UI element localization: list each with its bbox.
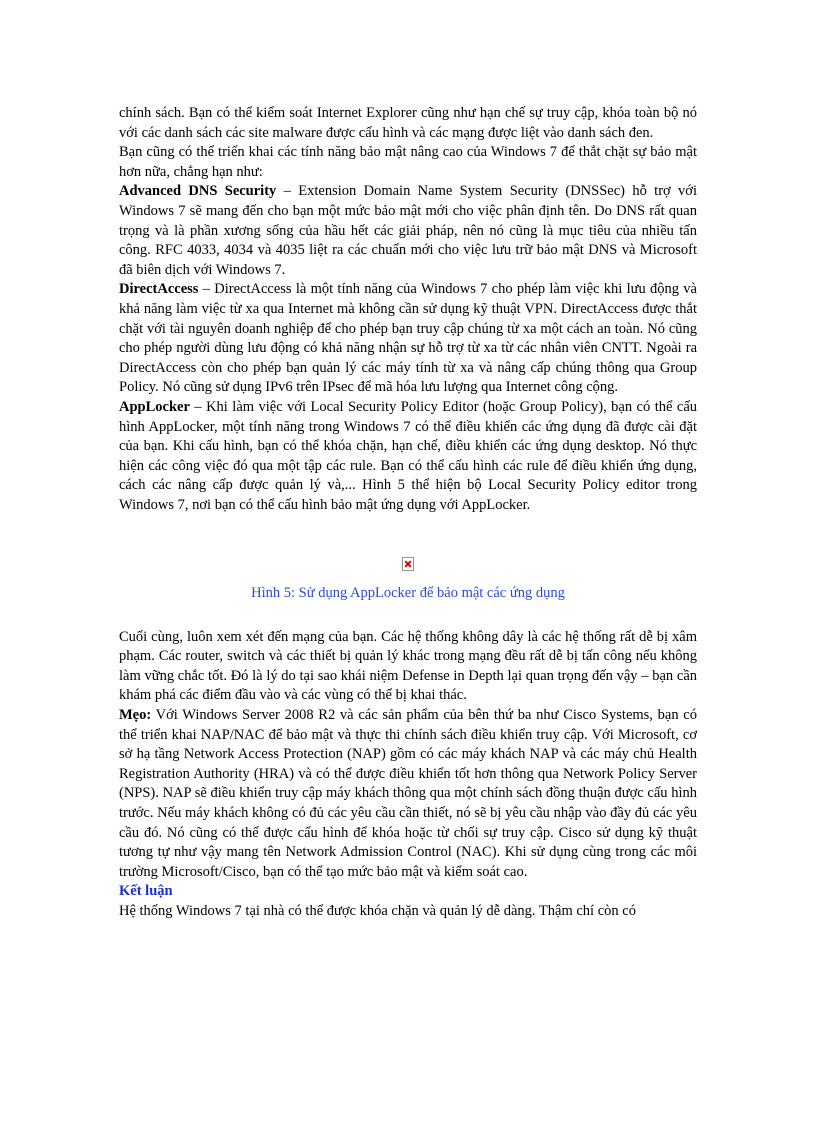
feature-applocker — [119, 398, 697, 516]
feature-text: – Khi làm việc với Local Security Policy Editor (hoặc Group Policy), bạn có thể cấu hình AppLocker, một tính năng trong Windows 7 có thể điều khiển các ứng dụng đã được cài đặt của bạn. Khi cấu hình, bạn có thể khóa chặn, hạn chế, điều khiển các ứng dụng desktop. Nó thực hiện các công việc đó qua một tập các rule. Bạn có thể cấu hình các rule để điều khiển ứng dụng, cách các nâng cấp được quản lý và,... Hình 5 thể hiện bộ Local Security Policy editor trong Windows 7, nơi bạn có thể cấu hình bảo mật ứng dụng với AppLocker. — [119, 398, 697, 513]
tip-term: Mẹo: — [119, 707, 152, 724]
feature-directaccess — [119, 280, 697, 398]
broken-image-icon — [402, 557, 414, 571]
spacer — [119, 604, 697, 628]
paragraph-network: Cuối cùng, luôn xem xét đến mạng của bạn. Các hệ thống không dây là các hệ thống rất dễ bị xâm phạm. Các router, switch và các thiết bị quản lý khác trong mạng đều rất dễ bị tấn công nếu không làm vững chắc tốt. Đó là lý do tại sao khái niệm Defense in Depth lại quan trọng đến vậy – bạn cần khám phá các điểm đầu vào và các vùng có thể bị khai thác. — [119, 628, 697, 704]
document-page — [119, 104, 697, 922]
feature-term: Advanced DNS Security — [119, 183, 277, 200]
figure-5 — [119, 557, 697, 603]
paragraph-intro: chính sách. Bạn có thể kiểm soát Internet Explorer cũng như hạn chế sự truy cập, khóa toàn bộ nó với các danh sách các site malware được cấu hình và các mạng được liệt vào danh sách đen. — [119, 105, 697, 141]
figure-caption: Hình 5: Sử dụng AppLocker để bảo mật các ứng dụng — [251, 585, 565, 602]
feature-text: – DirectAccess là một tính năng của Windows 7 cho phép làm việc khi lưu động và khả năng làm việc từ xa qua Internet mà không cần sử dụng kỹ thuật VPN. DirectAccess được thắt chặt với tài nguyên doanh nghiệp để cho phép bạn truy cập chúng từ xa một cách an toàn. Nó cũng cho phép người dùng lưu động có khả năng nhận sự hỗ trợ từ xa từ các nhân viên CNTT. Ngoài ra DirectAccess còn cho phép bạn quản lý các máy tính từ xa và nâng cấp chúng thông qua Group Policy. Nó cũng sử dụng IPv6 trên IPsec để mã hóa lưu lượng qua Internet công cộng. — [119, 281, 697, 396]
feature-term: DirectAccess — [119, 281, 199, 298]
feature-text: – Extension Domain Name System Security (DNSSec) hỗ trợ với Windows 7 sẽ mang đến cho bạn một mức bảo mật mới cho việc phân định tên. Do DNS rất quan trọng và là phần xương sống của hầu hết các giải pháp, nên nó cũng là mục tiêu của nhiều tấn công. RFC 4033, 4034 và 4035 liệt ra các chuẩn mới cho việc lưu trữ bảo mật DNS và Microsoft đã biên dịch với Windows 7. — [119, 183, 697, 278]
paragraph-features-intro: Bạn cũng có thể triển khai các tính năng bảo mật nâng cao của Windows 7 để thắt chặt sự bảo mật hơn nữa, chẳng hạn như: — [119, 144, 697, 180]
feature-dns-security — [119, 182, 697, 280]
conclusion-heading: Kết luận — [119, 883, 173, 900]
tip-text: Với Windows Server 2008 R2 và các sản phẩm của bên thứ ba như Cisco Systems, bạn có thể triển khai NAP/NAC để bảo mật và thực thi chính sách điều khiển truy cập. Với Microsoft, cơ sở hạ tầng Network Access Protection (NAP) gồm có các máy khách NAP và các máy chủ Health Registration Authority (HRA) và có thể được điều khiển tốt hơn thông qua Network Policy Server (NPS). NAP sẽ điều khiển truy cập máy khách thông qua một chính sách đồng thuận được cấu hình trước. Nếu máy khách không có đủ các yêu cầu cần thiết, nó sẽ bị yêu cầu nhập vào đầy đủ các yêu cầu đó. Nó cũng có thể được cấu hình để khóa hoặc từ chối sự truy cập. Cisco sử dụng kỹ thuật tương tự như vậy mang tên Network Admission Control (NAC). Khi sử dụng cùng trong các môi trường Microsoft/Cisco, bạn có thể tạo mức bảo mật và kiểm soát cao. — [119, 707, 697, 880]
feature-term: AppLocker — [119, 398, 190, 415]
conclusion-paragraph: Hệ thống Windows 7 tại nhà có thể được khóa chặn và quản lý dễ dàng. Thậm chí còn có — [119, 902, 636, 919]
tip-paragraph — [119, 706, 697, 882]
